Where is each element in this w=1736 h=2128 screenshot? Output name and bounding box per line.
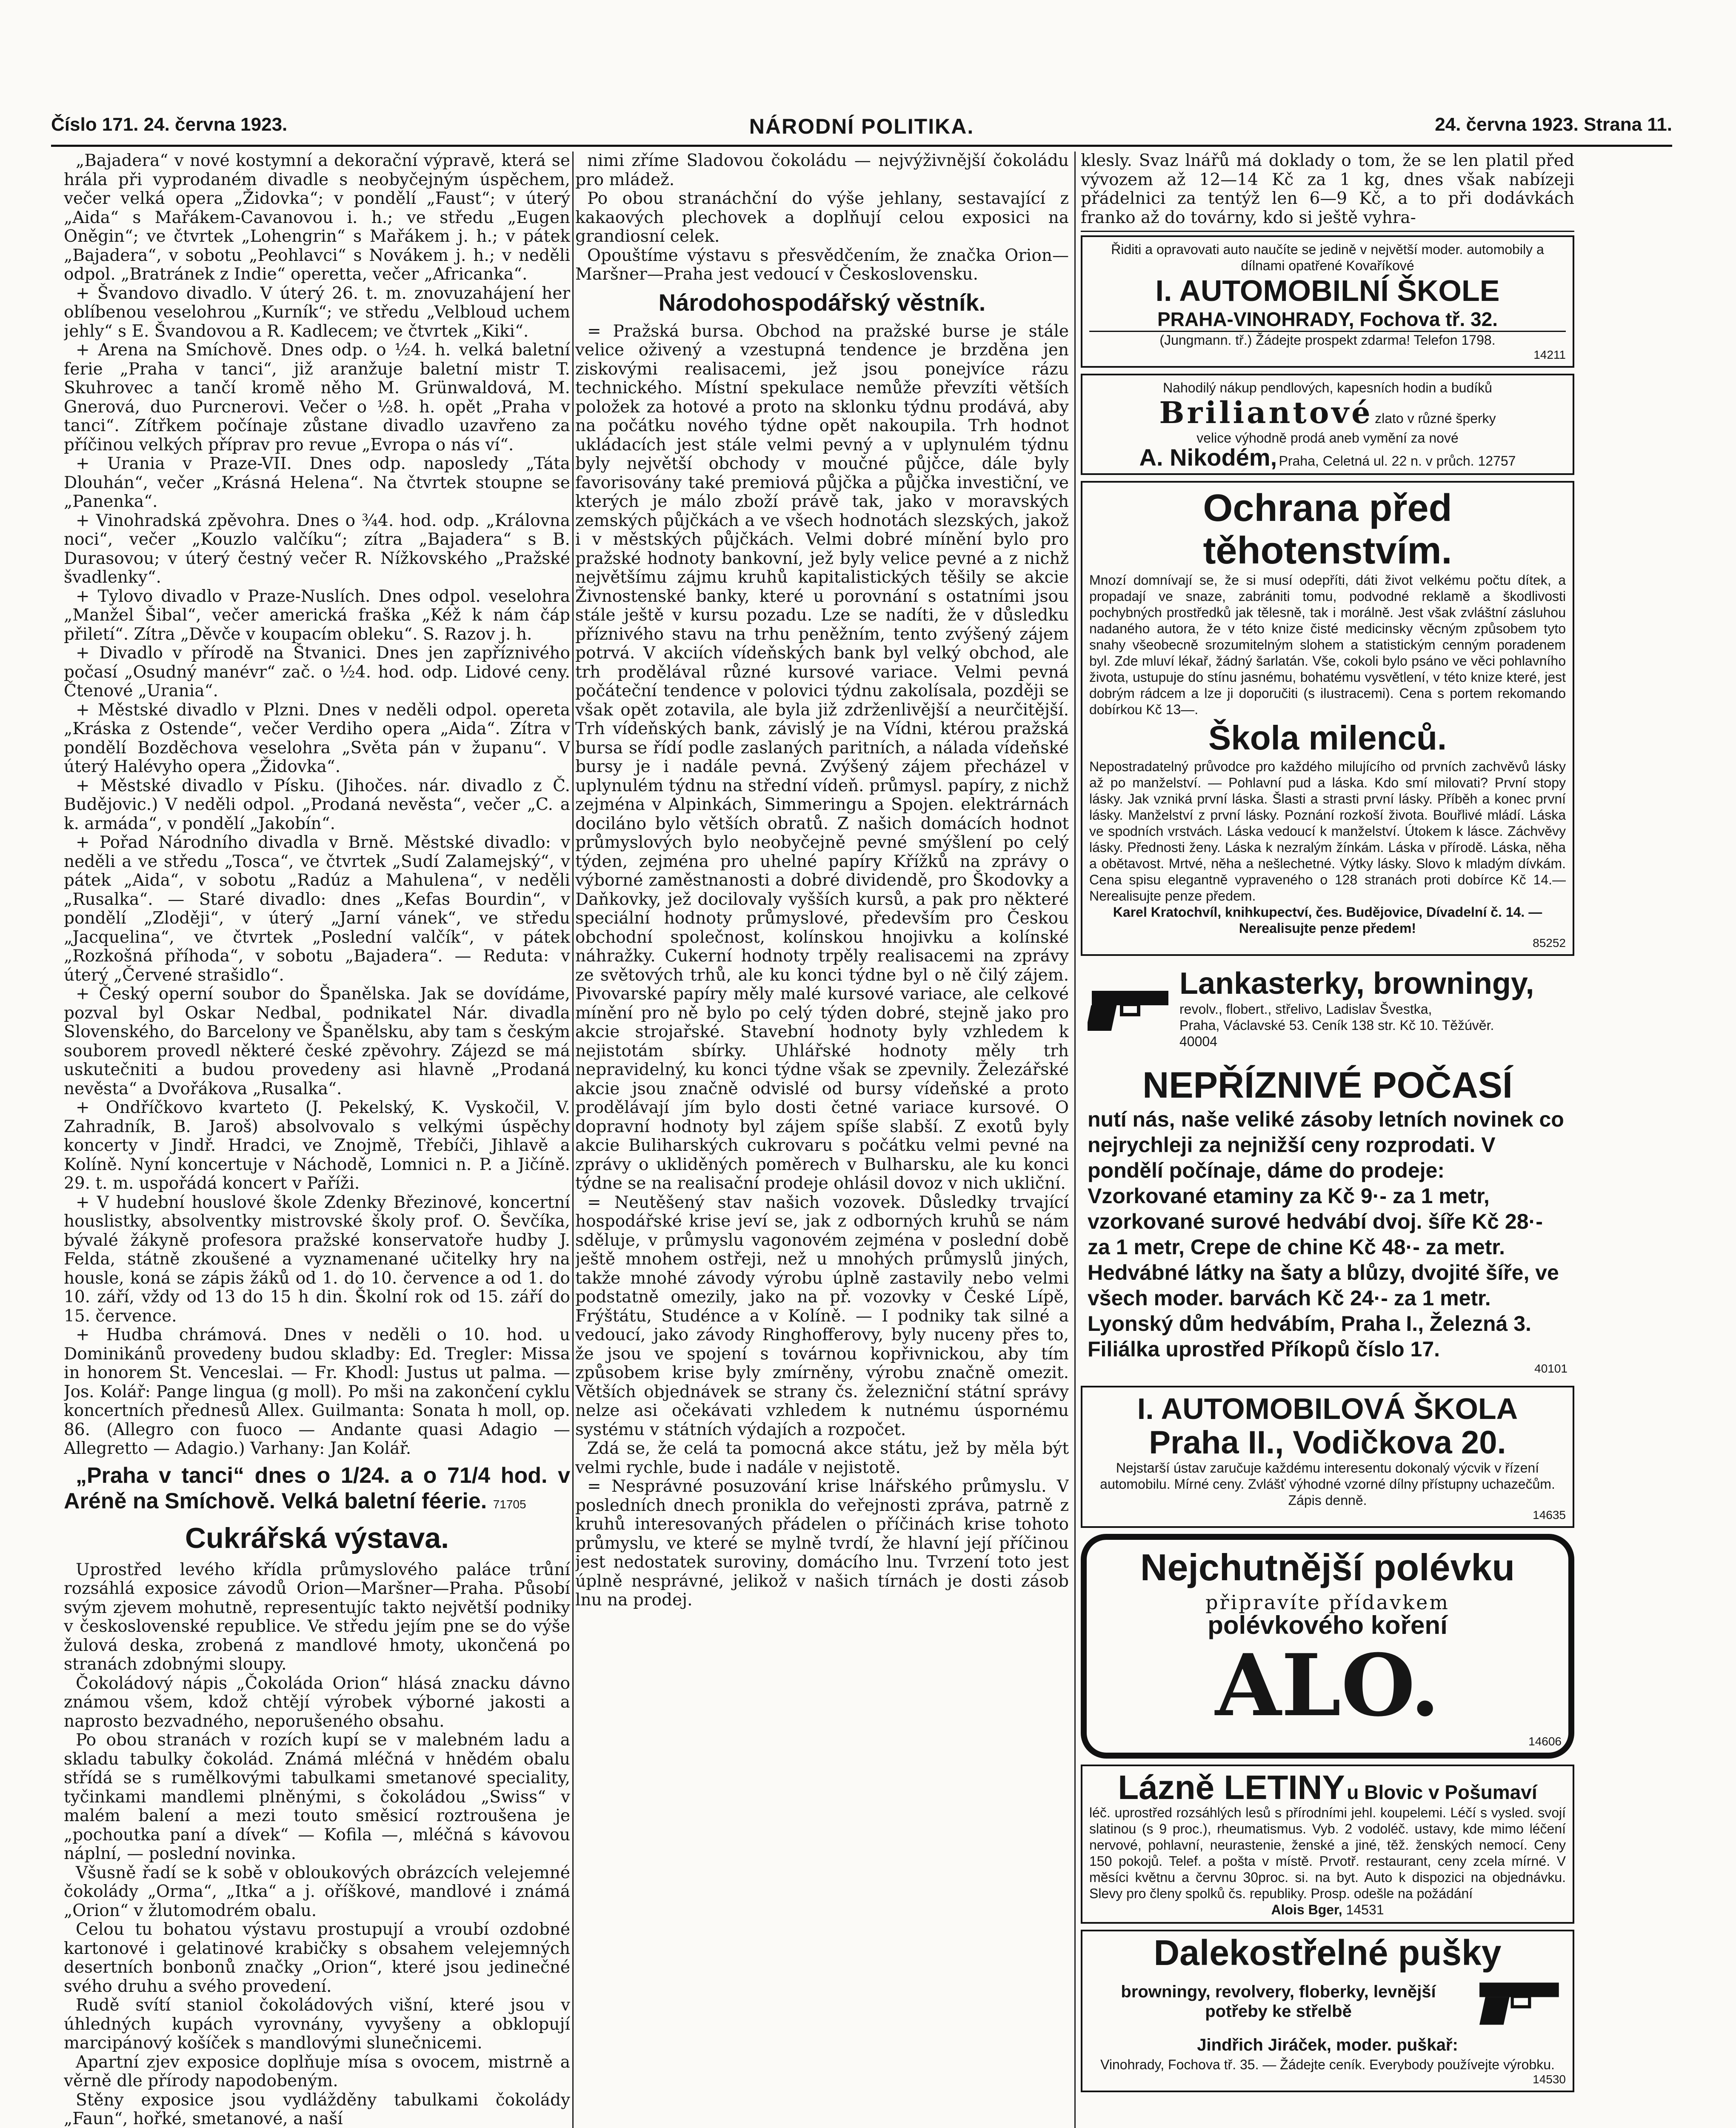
article-paragraph: Celou tu bohatou výstavu prostupují a vroubí ozdobné kartonové i gelatinové krabičky s obsahem velejemných desertních bonbonů značky „Orion“, které jsou jedinečné svého druhu a svého provedení.: [64, 1920, 570, 1996]
ad-name: Jindřich Jiráček, moder. puškař:: [1197, 2036, 1458, 2054]
article-paragraph: + Ondříčkovo kvarteto (J. Pekelský, K. Vyskočil, V. Zahradník, B. Jaroš) absolvovalo s velkými úspěchy koncerty v Jindř. Hradci, ve Znojmě, Třebíči, Jihlavě a Kolíně. Nyní koncertuje v Náchodě, Lomnici n. P. a Jičíně. 29. t. m. uspořádá koncert v Paříži.: [64, 1098, 570, 1193]
article-paragraph: Zdá se, že celá ta pomocná akce státu, jež by měla být velmi rychle, bude i nadále v nejistotě.: [575, 1439, 1069, 1477]
article-paragraph: Po obou stranách v rozích kupí se v malebném ladu a skladu tabulky čokolád. Známá mléčná v hnědém obalu střídá se s rumělkovými tabulkami smetanové speciality, tyčinkami mandlemi plněnými, s čokoládou „Swiss“ v malém balení a mezi touto směsicí roztroušena je „pochoutka paní a dívek“ — Kofila —, mléčná s kávovou náplní, — poslední novinka.: [64, 1730, 570, 1863]
article-paragraph: Rudě svítí staniol čokoládových višní, které jsou v úhledných kupách vyrovnány, vyvyšeny a obklopují marcipánový košíček s mandlovými slunečnicemi.: [64, 1996, 570, 2053]
praha-v-tanci-notice: [64, 1463, 570, 1517]
ad-address: Praha II., Vodičkova 20.: [1149, 1424, 1506, 1461]
ad-title: Lankasterky, browningy,: [1179, 967, 1534, 1001]
column-advertisements: [1081, 152, 1574, 2128]
ad-lazne-letiny: [1081, 1765, 1574, 1924]
article-paragraph: + Vinohradská zpěvohra. Dnes o ¾4. hod. odp. „Královna noci“, večer „Kouzlo valčíku“; zítra „Bajadera“ s B. Durasovou; v úterý čestný večer R. Nížkovského „Pražské švadlenky“.: [64, 511, 570, 587]
article-paragraph: + Tylovo divadlo v Praze-Nuslích. Dnes odpol. veselohra „Manžel Šibal“, večer americká fraška „Kéž k nám čáp přiletí“. Zítra „Děvče v koupacím obleku“. S. Razov j. h.: [64, 586, 570, 644]
ad-address: PRAHA-VINOHRADY, Fochova tř. 32.: [1157, 308, 1498, 330]
ad-text: u Blovic v Pošumaví: [1347, 1781, 1537, 1803]
ad-ochrana: [1081, 481, 1574, 956]
column-theatre: [64, 152, 570, 2128]
notice-text: „Praha v tanci“ dnes o 1/24. a o 71/4 hod. v Aréně na Smíchově. Velká baletní féerie.: [64, 1463, 570, 1513]
ad-text: (Jungmann. tř.) Žádejte prospekt zdarma! Telefon 1798.: [1089, 331, 1566, 348]
ad-text: polévkového koření: [1208, 1611, 1448, 1639]
notice-number: 71705: [493, 1497, 526, 1511]
article-paragraph: = Pražská bursa. Obchod na pražské burse je stále velice oživený a vzestupná tendence je brzděna jen ziskovými realisacemi, jež jsou ponejvíce rázu technického. Místní spekulace nemůže převzíti větších položek za hotové a proto na sklonku týdnu prodává, aby na počátku nového týdne opět nakoupila. Trh hodnot ukládacích jest stále velmi pevný a v uplynulém týdnu byly největší obchody v moučné půjčce, dále byly favorisovány také premiová půjčka a půjčka investiční, ve kterých je málo zboží právě tak, jako v moravských zemských půjčkách a ve všech hodnotách slezských, jakož i v městských půjčkách. Velmi dobré mínění bylo pro pražské hodnoty bankovní, jež byly velice pevné a z nichž největšímu zájmu kruhů kapitalistických těšily se akcie Živnostenské banky, které u porovnání s ostatními jsou stále ještě v kursu pozadu. Lze se nadíti, že v důsledku příznivého stavu na trhu peněžním, tento zvýšený zájem potrvá. V akciích vídeňských bank byl velký obchod, ale trh prodělával různé kursové variace. Velmi pevná počáteční tendence v polovici týdnu zakolísala, později se však opět zotavila, ale byla již zdrženlivější a neurčitější. Trh vídeňských bank, závislý je na Vídni, ktérou pražská bursa se řídí podle zaslaných paritních, a nálada vídeňské bursy je i nadále pevná. Zvýšený zájem přecházel v uplynulém týdnu na střední vídeň. průmysl. papíry, z nichž zejména v Alpinkách, Simmeringu a Spojen. elektrárnách dociláno bylo větších obratů. Z našich domácích hodnot průmyslových bylo neobyčejně pevné smýšlení po celý týden, zejména pro uhelné papíry Křížků na zprávy o výborné zaměstnanosti a dobré dividendě, pro Škodovky a Daňkovky, jež docilovaly vyšších kursů, a pak pro některé speciální hodnoty průmyslové, především pro Českou obchodní společnost, kolínskou hnojivku a kolínské náhražky. Cukerní hodnoty trpěly realisacemi na zprávy ze světových trhů, ale ku konci týdne byl o ně čilý zájem. Pivovarské papíry měly malé kursové variace, ale celkové mínění pro ně bylo po celý týden dobré, stejně jako pro akcie strojařské. Stavební hodnoty byly vzhledem k nejistotám sbírky. Uhlářské hodnoty měly trh nepravidelný, ku konci týdne však se zpevnily. Železářské akcie jsou značně odvislé od bursy vídeňské a proto prodělávají jím bylo dosti četné variace kursové. O dopravní hodnoty byl zájem spíše slabší. Z exotů byly akcie Buliharských cukrovaru s počátku velmi pevné na zprávy o ukliděných poměrech v Bulharsku, ale ku konci týdne se na realisační prodeje ohlásil dovoz v nich ukliční.: [575, 321, 1069, 1193]
ad-title: Briliantové: [1159, 395, 1373, 430]
article-paragraph: = Neutěšený stav našich vozovek. Důsledky trvající hospodářské krise jeví se, jak z odborných kruhů se nám sděluje, v průmyslu vagonovém zejména v poslední době ještě mnohem ostřeji, než u mnohých průmyslů jiných, takže mnohé závody výrobu úplně zastavily nebo velmi podstatně omezily, jako na př. vozovky v České Lípě, Frýštátu, Studénce a v Kolíně. — I podniky tak silné a vedoucí, jako závody Ringhofferovy, byly nuceny přes to, že jsou ve spojení s továrnou kopřivnickou, aby tím způsobem krise byly zmírněny, výrobu značně omezit. Větších objednávek se strany čs. železniční státní správy nelze asi očekávati vzhledem k nutnému úspornému systému v státních výdajích a rozpočet.: [575, 1193, 1069, 1439]
ad-title: Lázně LETINY: [1118, 1768, 1345, 1806]
article-paragraph: + Švandovo divadlo. V úterý 26. t. m. znovuzahájení her oblíbenou veselohrou „Kurník“; ve středu „Velbloud uchem jehly“ s E. Švandovou a R. Kadlecem; ve čtvrtek „Kiki“.: [64, 283, 570, 341]
article-paragraph: Stěny exposice jsou vydlážděny tabulkami čokolády „Faun“, hořké, smetanové, a naší: [64, 2090, 570, 2128]
ad-alo: [1081, 1534, 1574, 1759]
ad-text: léč. uprostřed rozsáhlých lesů s přírodními jehl. koupelemi. Léčí s vysled. svojí slatinou (s 9 proc.), rheumatismus. Vyb. 2 vodoléč. ustavy, kde mimo léčení nervové, pohlavní, neurastenie, ženské a jiné, těž. ženských nemocí. Ceny 150 pokojů. Telef. a pošta v místě. Prvotř. restaurant, ceny zcela mírné. V měsíci květnu a červnu 30proc. si. na byt. Auto k dispozici na objednávku. Slevy pro členy spolků čs. republiky. Prosp. odešle na požádání: [1089, 1805, 1566, 1901]
ad-title: Ochrana před: [1203, 487, 1452, 529]
ad-address: Praha, Václavské 53. Ceník 138 str. Kč 10. Těžúvěr.: [1179, 1018, 1494, 1033]
ad-text: nutí nás, naše veliké zásoby letních novinek co nejrychleji za nejnižší ceny rozprodati. V pondělí počínaje, dáme do prodeje: Vzorkované etaminy za Kč 9·- za 1 metr, vzorkované surové hedvábí dvoj. šíře Kč 28·- za 1 metr, Crepe de chine Kč 48·- za metr. Hedvábné látky na šaty a blůzy, dvojité šíře, ve všech moder. barvách Kč 24·- za 1 metr. Lyonský dům hedvábím, Praha I., Železná 3. Filiálka uprostřed Příkopů číslo 17.: [1088, 1107, 1564, 1361]
ad-brand: ALO.: [1215, 1636, 1440, 1736]
ad-number: 40101: [1534, 1362, 1568, 1375]
ad-text: revolv., flobert., střelivo, Ladislav Švestka,: [1179, 1001, 1432, 1017]
article-paragraph: + Hudba chrámová. Dnes v neděli o 10. hod. u Dominikánů provedeny budou skladby: Ed. Tregler: Missa in honorem St. Venceslai. — Fr. Khodl: Justus ut palma. — Jos. Kolář: Pange lingua (g moll). Po mši na zakončení cyklu koncertních přednesů Allex. Guilmanta: Sonata h moll, op. 86. (Allegro con fuoco — Andante quasi Adagio — Allegretto — Adagio.) Varhany: Jan Kolář.: [64, 1325, 570, 1458]
ad-text: zlato v různé šperky: [1375, 411, 1496, 426]
column-divider: [1074, 152, 1076, 2128]
ad-lankasterky: [1081, 962, 1574, 1054]
ad-title: Dalekostřelné pušky: [1154, 1933, 1502, 1973]
ad-text: Řiditi a opravovati auto naučíte se jedině v největší moder. automobily a dílnami opatřené Kovaříkové: [1111, 242, 1544, 273]
ad-text: browningy, revolvery, floberky, levnější potřeby ke střelbě: [1121, 1982, 1436, 2021]
article-paragraph: Opouštíme výstavu s přesvědčením, že značka Orion—Maršner—Praha jest vedoucí v Československu.: [575, 246, 1069, 284]
ad-text: Nahodilý nákup pendlových, kapesních hodin a budíků: [1163, 380, 1492, 395]
ad-title: I. AUTOMOBILOVÁ ŠKOLA: [1137, 1392, 1518, 1425]
article-paragraph: „Bajadera“ v nové kostymní a dekorační výpravě, která se hrála při vyprodaném divadle s neobyčejným úspěchem, večer velká opera „Židovka“; v pondělí „Faust“; v úterý „Aida“ s Mařákem-Cavanovou i. h.; ve středu „Eugen Oněgin“; ve čtvrtek „Lohengrin“ s Mařákem j. h.; v pátek „Bajadera“, v sobotu „Peohlavci“ s Novákem j. h.; v neděli odpol. „Bratránek z Indie“ operetta, večer „Africanka“.: [64, 152, 570, 284]
ad-text: Karel Kratochvíl, knihkupectví, čes. Budějovice, Dívadelní č. 14. — Nerealisujte penze předem!: [1113, 904, 1542, 936]
article-paragraph: Uprostřed levého křídla průmyslového paláce trůní rozsáhlá exposice závodů Orion—Maršner—Praha. Působí svým zjevem mohutně, representujíc takto největší podniky v československé republice. Ve středu jejím pne se do výše žulová deska, zrobená z mandlové hmoty, ukončená po stranách zdobnými sloupy.: [64, 1560, 570, 1674]
ad-text: připravíte přídavkem: [1205, 1591, 1450, 1614]
article-paragraph: Všusně řadí se k sobě v obloukových obrázcích velejemné čokolády „Orma“, „Itka“ a j. oříškové, mandlové i známá „Orion“ v žlutomodrém obalu.: [64, 1863, 570, 1920]
article-paragraph: = Nesprávné posuzování krise lnářského průmyslu. V posledních dnech pronikla do veřejnosti zpráva, patrně z kruhů interesovaných přádelen o příčinách krise tohoto průmyslu, ve které se mylně tvrdí, že hlavní její příčinou jest nedostatek suroviny, domácího lnu. Tvrzení toto jest úplně nesprávné, jelikož v našich tírnách je dosti zásob lnu na prodej.: [575, 1477, 1069, 1610]
ad-name: A. Nikodém,: [1139, 444, 1277, 471]
ad-text: Mnozí domnívají se, že si musí odepříti, dáti život velkému počtu dítek, a propadají ve snaze, zabrániti tomu, podvodné reklamě a škodlivosti pochybných prostředků jak tělesně, tak i morálně. Jest však zvláštní zásluhou nadaného autora, že v této knize čisté medicinsky věcným způsobem tyto snahy všeobecně srozumitelným slohem a statistickým cenným poradenem byl. Zde mluví lékař, žádný šarlatán. Vše, cokoli bylo psáno ve věci pohlavního života, ustupuje do stínu jasnému, bohatému vysvětlení, v této knize které, jest dobrým rádcem a lze ji doporučiti (s ilustracemi). Cena s portem rekomando dobírkou Kč 13—.: [1089, 572, 1566, 717]
pistol-icon: [1476, 1970, 1566, 2034]
article-paragraph: + Arena na Smíchově. Dnes odp. o ½4. h. velká baletní ferie „Praha v tanci“, již aranžuje baletní mistr T. Skuhrovec a tančí kromě něho M. Grünwaldová, M. Gnerová, duo Purcnerovi. Večer o ½8. h. opět „Praha v tanci“. Zítřkem počínaje zůstane divadlo uzavřeno za příčinou velkých příprav pro revue „Evropa o nás ví“.: [64, 340, 570, 455]
ad-title: I. AUTOMOBILNÍ ŠKOLE: [1155, 274, 1500, 307]
article-paragraph: + Pořad Národního divadla v Brně. Městské divadlo: v neděli a ve středu „Tosca“, ve čtvrtek „Sudí Zalamejský“, v pátek „Aida“, v sobotu „Radúz a Mahulena“, v neděli „Rusalka“. — Staré divadlo: dnes „Kefas Bourdin“, v pondělí „Zloději“, v úterý „Jarní vánek“, ve středu „Jacquelina“, ve čtvrtek „Poslední valčík“, v pátek „Rozkošná příhoda“, v sobotu „Bajadera“. — Reduta: v úterý „Červené strašidlo“.: [64, 833, 570, 985]
article-paragraph: Apartní zjev exposice doplňuje mísa s ovocem, mistrně a věrně dle přírody napodobeným.: [64, 2052, 570, 2091]
ad-dalekostrelne-pusky: [1081, 1930, 1574, 2092]
page-number: 24. června 1923. Strana 11.: [1435, 114, 1672, 135]
ad-address: Praha, Celetná ul. 22 n. v průch. 12757: [1279, 453, 1516, 469]
column-economy: [575, 152, 1069, 2128]
ad-title: Škola milenců.: [1208, 719, 1447, 757]
pistol-icon: [1088, 982, 1173, 1033]
article-paragraph: + Divadlo v přírodě na Štvanici. Dnes jen zapříznivého počasí „Osudný manévr“ zač. o ½4. hod. odp. Lidové ceny. Čtenové „Urania“.: [64, 644, 570, 701]
ad-text: Nejstarší ústav zaručuje každému interesentu dokonalý výcvik v řízení automobilu. Mírné ceny. Zvlášť výhodné vzorné dílny přístupny uchazečům. Zápis denně.: [1100, 1460, 1555, 1508]
article-paragraph: + V hudební houslové škole Zdenky Březinové, koncertní houslistky, absolventky mistrovské školy prof. O. Ševčíka, bývalé žákyně profesora pražské konservatoře hudby J. Felda, státně zkoušené a vyznamenané učitelky hry na housle, koná se zápis žáků od 1. do 10. července a od 1. do 10. září, vždy od 13 do 15 h din. Školní rok od 15. září do 15. července.: [64, 1193, 570, 1326]
article-paragraph: klesly. Svaz lnářů má doklady o tom, že se len platil před vývozem až 12—14 Kč za 1 kg, dnes však nabízeji přádelnici za tentýž len 6—9 Kč, a to při dodávkách franko až do továrny, kdo si ještě vyhra-: [1081, 152, 1574, 227]
article-paragraph: + Český operní soubor do Španělska. Jak se dovídáme, pozval byl Oskar Nedbal, podnikatel Nár. divadla Slovenského, do Barcelony ve Španělsku, aby tam s českým souborem provedl některé české zpěvohry. Zájezd se má uskutečniti a budou provedeny asi hlavně „Prodaná nevěsta“ a Dvořákova „Rusalka“.: [64, 984, 570, 1098]
article-paragraph: nimi zříme Sladovou čokoládu — nejvýživnější čokoládu pro mládež.: [575, 152, 1069, 189]
article-paragraph: + Městské divadlo v Plzni. Dnes v neděli odpol. opereta „Kráska z Ostende“, večer Verdiho opera „Aida“. Zítra v pondělí Bozděchova veselohra „Světa pán v županu“. V úterý Halévyho opera „Židovka“.: [64, 700, 570, 776]
ad-title: NEPŘÍZNIVÉ POČASÍ: [1142, 1065, 1513, 1106]
masthead: [51, 114, 1672, 140]
ad-number: 14530: [1533, 2073, 1566, 2086]
ad-text: Nepostradatelný průvodce pro každého milujícího od prvních zachvěvů lásky až po manželství. — Pohlavní pud a láska. Kdo smí milovati? První stopy lásky. Jak vzniká první láska. Šlasti a strasti první lásky. Příběh a konec první lásky. Manželství z první lásky. Poznání rozkoší života. Bouřlivé mládí. Láska ve spodních vrstvách. Láska vedoucí k manželství. Útokem k lásce. Záchvěvy lásky. Přednosti ženy. Láska k nezralým žínkám. Láska v přírodě. Láska, něha a obětavost. Mrtvé, něha a nešlechetné. Výtky lásky. Slovo k mladým dívkám. Cena spisu elegantně vypraveného o 128 stranách proti dobírce Kč 14.— Nerealisujte penze předem.: [1089, 759, 1566, 904]
section-heading: Cukrářská výstava.: [185, 1522, 449, 1554]
ad-name: Alois Bger,: [1271, 1902, 1342, 1917]
ad-briliantove: [1081, 374, 1574, 475]
ad-number: 40004: [1179, 1034, 1217, 1049]
ad-number: 14635: [1533, 1508, 1566, 1522]
ad-nepriznive-pocasi: [1081, 1060, 1574, 1380]
ad-number: 85252: [1533, 936, 1566, 950]
article-paragraph: Čokoládový nápis „Čokoláda Orion“ hlásá znacku dávno známou všem, kdož chtějí výrobek výborné jakosti a naprosto bezvadného, neporušeného obsahu.: [64, 1673, 570, 1731]
ad-text: velice výhodně prodá aneb vymění za nové: [1196, 430, 1459, 446]
ad-number: 14531: [1346, 1902, 1384, 1917]
section-heading: Národohospodářský věstník.: [658, 289, 986, 316]
ad-number: 14606: [1528, 1735, 1562, 1748]
newspaper-title: NÁRODNÍ POLITIKA.: [749, 114, 974, 138]
ad-address: Vinohrady, Fochova tř. 35. — Žádejte ceník. Everybody používejte výrobku.: [1100, 2057, 1555, 2072]
masthead-rule: [51, 145, 1672, 147]
article-paragraph: Po obou stranáchční do výše jehlany, sestavající z kakaových plechovek a doplňují celou exposici na grandiosní celek.: [575, 189, 1069, 246]
ad-title: Nejchutnější polévku: [1140, 1546, 1515, 1588]
issue-date: Číslo 171. 24. června 1923.: [51, 114, 288, 135]
ad-automobile-school-1: [1081, 235, 1574, 368]
ad-automobile-school-2: [1081, 1386, 1574, 1528]
article-paragraph: + Urania v Praze-VII. Dnes odp. naposledy „Táta Dlouhán“, večer „Krásná Helena“. Na čtvrtek stoupne se „Panenka“.: [64, 454, 570, 511]
article-paragraph: + Městské divadlo v Písku. (Jihočes. nár. divadlo z Č. Budějovic.) V neděli odpol. „Prodaná nevěsta“, večer „C. a k. armáda“, v pondělí „Jakobín“.: [64, 776, 570, 833]
ad-title: těhotenstvím.: [1203, 529, 1452, 572]
column-divider: [572, 152, 574, 2128]
ad-number: 14211: [1533, 348, 1566, 361]
